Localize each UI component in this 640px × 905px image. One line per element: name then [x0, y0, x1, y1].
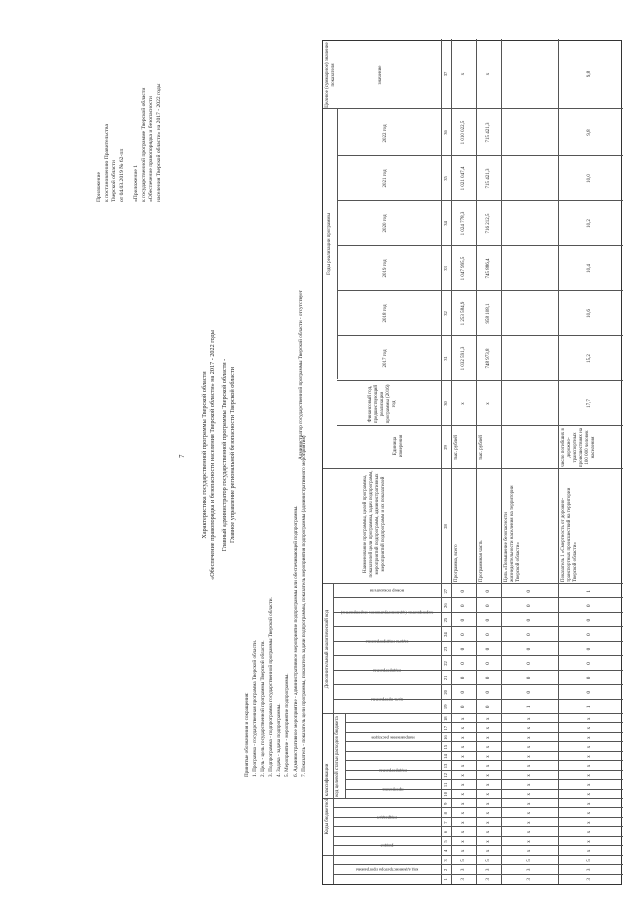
table-rule	[337, 335, 623, 336]
code-cell: х	[460, 802, 466, 805]
code-cell: х	[526, 755, 532, 758]
column-number: 4	[443, 849, 448, 853]
header-fin-year: Финансовый год, предшествующий реализации программы (2016) год	[368, 384, 397, 424]
appendix-line: «Обеспечение правопорядка и безопасности	[148, 96, 155, 202]
code-cell: х	[485, 849, 491, 853]
header-analytic-col: мероприятие (административное мероприятие)	[340, 610, 434, 616]
code-cell: 3	[526, 868, 532, 872]
header-value: значение	[378, 65, 383, 85]
note-line: 5. Мероприятие - мероприятие подпрограммы.	[284, 673, 291, 777]
code-cell: 0	[460, 662, 466, 665]
code-cell: 0	[586, 647, 592, 651]
appendix-program-block	[133, 84, 163, 202]
column-number: 28	[443, 524, 448, 529]
row-year-value: 10,2	[586, 219, 592, 228]
row-year-value: 10,0	[586, 174, 592, 183]
code-cell: 3	[526, 878, 532, 881]
year-header: 2020 год	[383, 214, 388, 233]
column-number: 11	[443, 782, 448, 788]
note-line: 4. Задача - задача подпрограммы.	[276, 703, 283, 777]
header-name: Наименование программы, целей программы, показателей цели программы, задач подпрограмм, мероприятий подпрограмм, административных мероприятий подпрограмм и их показателей	[363, 470, 386, 578]
table-rule	[337, 200, 623, 201]
code-cell: х	[460, 840, 466, 843]
row-year-value: 1 024 778,3	[460, 211, 466, 236]
table-rule	[333, 584, 334, 884]
code-cell: 0	[485, 676, 491, 680]
code-cell: х	[485, 802, 491, 805]
code-cell: 0	[586, 691, 592, 694]
column-number: 25	[443, 617, 448, 623]
table-rule	[345, 779, 623, 780]
code-cell: х	[586, 726, 592, 730]
column-number: 14	[443, 754, 448, 759]
row-year-value: 716 212,5	[485, 213, 491, 234]
code-cell: х	[485, 840, 491, 843]
column-number: 1	[443, 878, 448, 881]
code-cell: х	[526, 717, 532, 720]
column-number: 19	[443, 704, 448, 710]
code-cell: х	[460, 830, 466, 834]
code-cell: 0	[526, 618, 532, 622]
document-title-line: Главный администратор государственной программы Тверской области -	[221, 358, 228, 552]
table-rule	[337, 109, 338, 379]
column-number: 2	[443, 868, 448, 871]
row-fin-year: х	[485, 402, 491, 405]
code-cell: х	[460, 717, 466, 720]
table-rule	[333, 874, 623, 875]
code-cell: 0	[485, 691, 491, 694]
table-rule	[337, 245, 623, 246]
code-cell: х	[526, 821, 532, 824]
header-admin-code: код администратора программы	[355, 867, 419, 873]
code-cell: х	[485, 811, 491, 815]
page-number: 7	[178, 454, 186, 458]
column-number: 21	[443, 675, 448, 681]
code-cell: 3	[460, 868, 466, 872]
row-fin-year: х	[460, 402, 466, 405]
table-rule	[333, 864, 623, 865]
row-name: Программная часть	[479, 540, 484, 582]
code-cell: х	[586, 840, 592, 843]
column-number: 8	[443, 812, 448, 815]
column-number: 10	[443, 791, 448, 797]
row-name: Показатель 1 «Смертность от дорожно-транспортных происшествий на территории Тверской области»	[561, 487, 578, 582]
column-number: 32	[443, 311, 448, 316]
appendix-line: Приложение	[96, 171, 102, 202]
abbreviations-notes	[243, 435, 308, 777]
header-podrazdel: подраздел	[377, 815, 397, 821]
row-year-value: 15,2	[586, 354, 592, 363]
code-cell: х	[586, 849, 592, 853]
row-year-value: 10,6	[586, 309, 592, 318]
header-analytic-col: подпрограмма	[372, 668, 402, 674]
note-line: 3. Подпрограмма - подпрограмма государственной программы Тверской области.	[268, 597, 275, 777]
column-number: 30	[443, 401, 448, 406]
code-cell: 0	[485, 590, 491, 593]
code-cell: х	[485, 736, 491, 739]
code-cell: х	[460, 726, 466, 730]
code-cell: х	[586, 783, 592, 787]
table-rule	[501, 39, 502, 884]
code-cell: 0	[485, 705, 491, 708]
table-rule	[333, 626, 623, 627]
code-cell: 3	[485, 878, 491, 881]
table-rule	[333, 836, 623, 837]
note-line: 2. Цель - цель государственной программы Тверской области.	[260, 640, 267, 777]
code-cell: х	[526, 849, 532, 853]
row-year-value: 9,8	[586, 129, 592, 136]
table-rule	[451, 39, 452, 884]
code-cell: 5	[460, 859, 466, 862]
code-cell: х	[460, 764, 466, 768]
code-cell: х	[485, 774, 491, 777]
code-cell: х	[526, 830, 532, 834]
code-cell: х	[586, 755, 592, 758]
code-cell: х	[586, 811, 592, 815]
code-cell: 0	[526, 633, 532, 636]
code-cell: 0	[460, 604, 466, 607]
header-unit: Единица измерения	[393, 434, 404, 458]
document-title-line: Характеристика государственной программы Тверской области	[201, 371, 208, 539]
code-cell: 3	[485, 868, 491, 872]
appendix-line: к постановлению Правительства	[103, 124, 110, 202]
code-cell: 3	[460, 878, 466, 881]
code-cell: 0	[586, 633, 592, 636]
column-number: 24	[443, 632, 448, 637]
table-rule	[333, 597, 623, 598]
code-cell: х	[526, 726, 532, 730]
code-cell: х	[586, 764, 592, 768]
header-target-article: код целевой статьи расходов бюджета	[335, 716, 340, 797]
code-cell: х	[526, 811, 532, 815]
header-years: Годы реализации программы	[327, 213, 332, 275]
row-year-value: 715 421,3	[485, 168, 491, 189]
code-cell: 5	[485, 859, 491, 862]
code-cell: х	[586, 793, 592, 796]
row-year-value: 1 047 995,5	[460, 256, 466, 281]
document-title-line: Главное управление региональной безопасности Тверской области	[229, 367, 236, 543]
code-cell: 0	[460, 647, 466, 651]
note-line: Принятые обозначения и сокращения:	[244, 692, 250, 777]
table-rule	[323, 855, 623, 856]
row-year-value: 1 021 047,4	[460, 166, 466, 191]
code-cell: 0	[485, 604, 491, 607]
code-cell: х	[460, 793, 466, 796]
code-cell: х	[460, 745, 466, 749]
code-cell: х	[526, 764, 532, 768]
header-analytic-col: цель программы	[370, 697, 404, 703]
column-number: 18	[443, 716, 448, 722]
column-number: 35	[443, 176, 448, 181]
column-number: 36	[443, 130, 448, 135]
program-characteristics-table	[322, 40, 622, 885]
code-cell: х	[460, 783, 466, 787]
column-number: 6	[443, 830, 448, 834]
column-number: 9	[443, 802, 448, 805]
code-cell: 1	[586, 705, 592, 708]
row-year-value: 1 010 022,5	[460, 120, 466, 145]
code-cell: х	[526, 745, 532, 749]
code-cell: х	[586, 821, 592, 824]
code-cell: х	[485, 830, 491, 834]
row-year-value: 715 421,3	[485, 122, 491, 143]
code-cell: х	[526, 793, 532, 796]
header-target-value: Целевое (суммарное) значение показателя	[325, 42, 336, 108]
column-number: 15	[443, 744, 448, 750]
appendix-line: «Приложение 1	[133, 164, 139, 202]
code-cell: 3	[586, 878, 592, 881]
code-cell: 0	[586, 604, 592, 607]
table-rule	[333, 807, 623, 808]
year-header: 2019 год	[383, 259, 388, 278]
table-rule	[333, 845, 623, 846]
code-cell: 0	[460, 705, 466, 708]
code-cell: 0	[485, 618, 491, 622]
row-unit: тыс. рублей	[479, 435, 484, 460]
column-number: 3	[443, 859, 448, 862]
code-cell: х	[586, 774, 592, 777]
code-cell: х	[485, 717, 491, 720]
table-rule	[345, 760, 623, 761]
code-cell: 0	[586, 618, 592, 622]
column-number: 27	[443, 588, 448, 594]
row-year-value: 745 886,4	[485, 258, 491, 279]
code-cell: х	[526, 736, 532, 739]
table-rule	[337, 290, 623, 291]
header-analytic-col: номер показателя	[369, 588, 405, 594]
row-year-value: 958 108,1	[485, 303, 491, 324]
row-unit: число погибших в дорожно-транспортных происшествиях на 100 000 человек населения	[561, 427, 596, 468]
code-cell: 5	[526, 859, 532, 862]
table-rule	[345, 751, 623, 752]
table-rule	[323, 798, 623, 799]
code-cell: х	[460, 811, 466, 815]
code-cell: 0	[526, 691, 532, 694]
code-cell: х	[526, 840, 532, 843]
table-rule	[337, 380, 623, 381]
table-rule	[441, 39, 442, 884]
row-target-value: х	[485, 72, 491, 76]
year-header: 2021 год	[383, 169, 388, 188]
code-cell: х	[526, 774, 532, 777]
code-cell: 0	[526, 604, 532, 607]
table-rule	[323, 713, 623, 714]
year-header: 2022 год	[383, 124, 388, 143]
code-cell: 1	[526, 705, 532, 708]
code-cell: 3	[586, 868, 592, 872]
table-rule	[345, 732, 623, 733]
code-cell: х	[586, 736, 592, 739]
document-subtitle: Администратор государственной программы Тверской области - отсутствует	[298, 290, 304, 460]
row-unit: тыс. рублей	[454, 435, 459, 460]
document-title-line: «Обеспечение правопорядка и безопасности населения Тверской области» на 2017 - 2022 годы	[209, 330, 216, 580]
column-number: 22	[443, 661, 448, 666]
column-number: 34	[443, 221, 448, 226]
column-number: 5	[443, 840, 448, 843]
code-cell: х	[485, 726, 491, 730]
column-number: 17	[443, 725, 448, 731]
column-number: 31	[443, 356, 448, 361]
column-number: 33	[443, 266, 448, 271]
code-cell: 0	[460, 676, 466, 680]
code-cell: 0	[460, 590, 466, 593]
column-number: 16	[443, 735, 448, 740]
table-rule	[337, 155, 623, 156]
row-year-value: 1 032 591,3	[460, 346, 466, 371]
code-cell: х	[586, 830, 592, 834]
header-bk: Коды бюджетной классификации	[325, 763, 330, 835]
row-fin-year: 17,7	[586, 399, 592, 408]
table-rule	[333, 826, 623, 827]
row-name: Цель «Повышение безопасности жизнедеятельности населения на территории Тверской области»	[504, 485, 521, 582]
appendix-line: к государственной программе Тверской области	[140, 87, 147, 202]
table-rule	[333, 655, 623, 656]
code-cell: 0	[526, 676, 532, 680]
code-cell: 1	[586, 590, 592, 593]
appendix-line: от 04.03.2019 № 62-пп	[118, 148, 125, 202]
table-rule	[323, 108, 623, 109]
code-cell: х	[460, 774, 466, 777]
row-target-value: 9,8	[586, 70, 592, 78]
code-cell: х	[526, 802, 532, 805]
row-target-value: х	[460, 72, 466, 76]
code-cell: х	[586, 717, 592, 720]
row-year-value: 10,4	[586, 264, 592, 273]
code-cell: х	[485, 745, 491, 749]
code-cell: 5	[586, 859, 592, 862]
column-number: 26	[443, 603, 448, 608]
year-header: 2017 год	[383, 349, 388, 368]
table-rule	[476, 39, 477, 884]
row-year-value: 1 253 584,9	[460, 301, 466, 326]
appendix-block	[96, 124, 126, 202]
code-cell: 0	[526, 647, 532, 651]
note-line: 6. Административное мероприятие - административное мероприятие подпрограммы или обеспечивающей подпрограммы.	[292, 505, 299, 777]
code-cell: х	[485, 793, 491, 796]
code-cell: х	[460, 821, 466, 824]
table-rule	[345, 722, 623, 723]
code-cell: 0	[460, 633, 466, 636]
column-number: 23	[443, 646, 448, 652]
code-cell: 0	[485, 662, 491, 665]
header-cs-program: программа	[382, 787, 404, 793]
row-year-value: 748 973,8	[485, 348, 491, 369]
code-cell: х	[485, 764, 491, 768]
note-line: 1. Программа - государственная программа Тверской области.	[252, 639, 259, 777]
note-line: 7. Показатель - показатель цели программы, показатель задачи подпрограммы, показатель мероприятия подпрограммы (административного мероприятия)	[300, 435, 307, 777]
code-cell: 0	[460, 691, 466, 694]
table-rule	[345, 741, 623, 742]
table-rule	[345, 714, 346, 799]
table-rule	[558, 39, 559, 884]
column-number: 13	[443, 763, 448, 769]
code-cell: 0	[485, 647, 491, 651]
header-analytic: Дополнительный аналитический код	[325, 609, 330, 689]
column-number: 37	[443, 71, 448, 77]
header-cs-subprogram: подпрограмма	[378, 768, 408, 774]
row-name: Программа, всего	[454, 544, 459, 582]
table-rule	[333, 684, 623, 685]
code-cell: 0	[460, 618, 466, 622]
table-rule	[323, 583, 623, 584]
code-cell: х	[586, 745, 592, 749]
code-cell: 0	[586, 662, 592, 665]
code-cell: х	[460, 755, 466, 758]
code-cell: х	[485, 821, 491, 824]
column-number: 7	[443, 821, 448, 824]
appendix-line: населения Тверской области» на 2017 - 2022 годы	[155, 83, 162, 202]
column-number: 29	[443, 445, 448, 450]
code-cell: х	[526, 783, 532, 787]
code-cell: х	[485, 783, 491, 787]
column-number: 20	[443, 690, 448, 695]
code-cell: х	[485, 755, 491, 758]
appendix-line: Тверской области	[111, 160, 118, 202]
code-cell: 0	[485, 633, 491, 636]
column-number: 12	[443, 773, 448, 778]
code-cell: 0	[526, 590, 532, 593]
code-cell: х	[586, 802, 592, 805]
header-analytic-col: задача подпрограммы	[365, 639, 409, 645]
code-cell: 0	[526, 662, 532, 665]
code-cell: х	[460, 736, 466, 739]
code-cell: 0	[586, 676, 592, 680]
year-header: 2018 год	[383, 304, 388, 323]
header-razdel: раздел	[380, 843, 394, 849]
code-cell: х	[460, 849, 466, 853]
header-cs-direction: направление расходов	[371, 735, 415, 741]
